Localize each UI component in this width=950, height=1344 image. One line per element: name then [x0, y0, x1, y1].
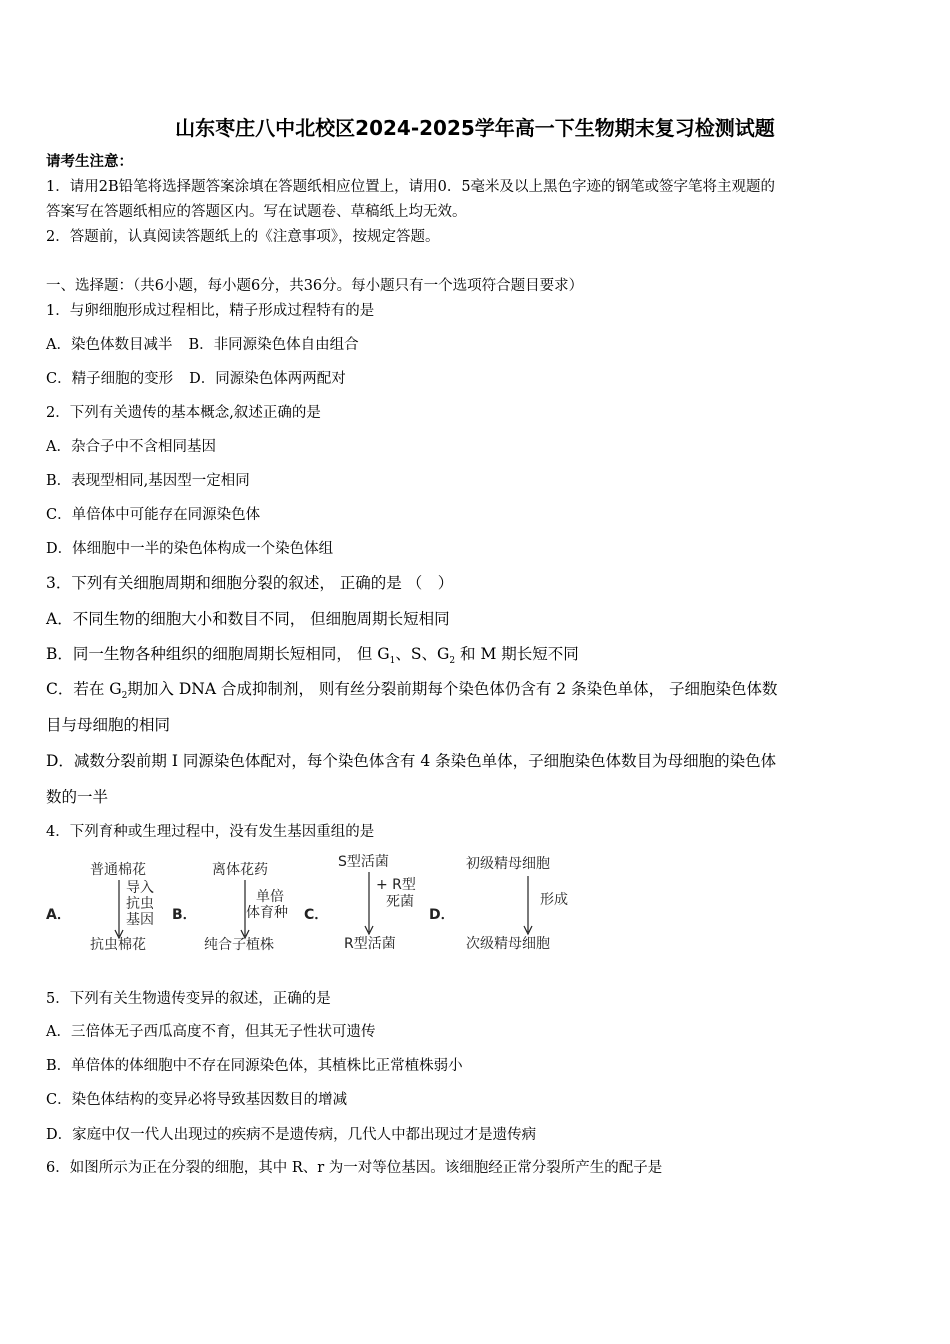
- q5-stem: 5．下列有关生物遗传变异的叙述，正确的是: [46, 991, 331, 1007]
- q3-option-d-line-2: 数的一半: [46, 788, 109, 806]
- q4-option-b-letter: B．: [172, 907, 197, 923]
- q4-option-d-letter: D．: [429, 907, 455, 923]
- q1-option-d: D．同源染色体两两配对: [189, 371, 346, 387]
- q4-a-label-3: 基因: [126, 912, 154, 928]
- q1-option-a: A．染色体数目减半: [46, 337, 173, 353]
- notice-heading: 请考生注意：: [46, 153, 133, 170]
- q4-a-top-label: 普通棉花: [90, 862, 146, 878]
- q1-stem: 1．与卵细胞形成过程相比，精子形成过程特有的是: [46, 303, 375, 319]
- section-1-header: 一、选择题：（共6小题，每小题6分，共36分。每小题只有一个选项符合题目要求）: [46, 278, 584, 294]
- q3-option-a: A．不同生物的细胞大小和数目不同， 但细胞周期长短相同: [46, 610, 450, 628]
- q4-c-label-2: 死菌: [386, 894, 414, 910]
- q4-option-a-letter: A．: [46, 907, 71, 923]
- q4-b-label-2: 体育种: [246, 905, 288, 921]
- q2-option-c: C．单倍体中可能存在同源染色体: [46, 507, 261, 523]
- q2-option-a: A．杂合子中不含相同基因: [46, 439, 216, 455]
- q4-d-label-1: 形成: [540, 892, 568, 908]
- q3-option-c-line-2: 目与母细胞的相同: [46, 716, 171, 734]
- q4-b-label-1: 单倍: [256, 889, 284, 905]
- q1-options-row-2: [46, 369, 346, 389]
- q4-c-label-1: + R型: [376, 877, 416, 893]
- q4-stem: 4．下列育种或生理过程中，没有发生基因重组的是: [46, 824, 375, 840]
- q4-d-bottom-label: 次级精母细胞: [466, 936, 550, 952]
- q4-a-bottom-label: 抗虫棉花: [90, 937, 146, 953]
- q4-c-bottom-label: R型活菌: [344, 936, 396, 952]
- q2-stem: 2．下列有关遗传的基本概念,叙述正确的是: [46, 405, 321, 421]
- q5-option-c: C．染色体结构的变异必将导致基因数目的增减: [46, 1092, 348, 1108]
- q4-d-top-label: 初级精母细胞: [466, 856, 550, 872]
- q5-option-a: A．三倍体无子西瓜高度不育，但其无子性状可遗传: [46, 1024, 376, 1040]
- q4-c-top-label: S型活菌: [338, 854, 389, 870]
- q5-option-d: D．家庭中仅一代人出现过的疾病不是遗传病，几代人中都出现过才是遗传病: [46, 1127, 537, 1143]
- q3-option-c: C．若在 $G_2$期加入 DNA 合成抑制剂， 则有丝分裂前期每个染色体仍含有 2 条染色单体， 子细胞染色体数: [46, 680, 778, 702]
- q4-options-figure: [46, 852, 606, 962]
- q4-a-label-2: 抗虫: [126, 896, 154, 912]
- q2-option-d: D．体细胞中一半的染色体构成一个染色体组: [46, 541, 334, 557]
- q4-a-label-1: 导入: [126, 880, 154, 896]
- notice-item-1-line-2: 答案写在答题纸相应的答题区内。写在试题卷、草稿纸上均无效。: [46, 204, 467, 220]
- q6-stem: 6．如图所示为正在分裂的细胞，其中 R、r 为一对等位基因。该细胞经正常分裂所产生的配子是: [46, 1160, 663, 1176]
- exam-title: 山东枣庄八中北校区2024-2025学年高一下生物期末复习检测试题: [175, 116, 775, 140]
- q4-option-c-letter: C．: [304, 907, 329, 923]
- notice-item-2: 2．答题前，认真阅读答题纸上的《注意事项》，按规定答题。: [46, 229, 440, 245]
- q3-stem: 3．下列有关细胞周期和细胞分裂的叙述， 正确的是 （ ）: [46, 574, 454, 592]
- q1-options-row-1: [46, 335, 359, 355]
- q2-option-b: B．表现型相同,基因型一定相同: [46, 473, 250, 489]
- q3-option-b: B．同一生物各种组织的细胞周期长短相同， 但 $G_1$、S、$G_2$ 和 M 期长短不同: [46, 645, 579, 667]
- q3-option-d: D．减数分裂前期 I 同源染色体配对，每个染色体含有 4 条染色单体，子细胞染色体数目为母细胞的染色体: [46, 752, 777, 770]
- q4-b-top-label: 离体花药: [212, 862, 268, 878]
- notice-item-1-line-1: 1．请用2B铅笔将选择题答案涂填在答题纸相应位置上，请用0．5毫米及以上黑色字迹的钢笔或签字笔将主观题的: [46, 179, 776, 195]
- q1-option-c: C．精子细胞的变形: [46, 371, 174, 387]
- q1-option-b: B．非同源染色体自由组合: [188, 337, 359, 353]
- q4-b-bottom-label: 纯合子植株: [204, 937, 274, 953]
- q5-option-b: B．单倍体的体细胞中不存在同源染色体，其植株比正常植株弱小: [46, 1058, 463, 1074]
